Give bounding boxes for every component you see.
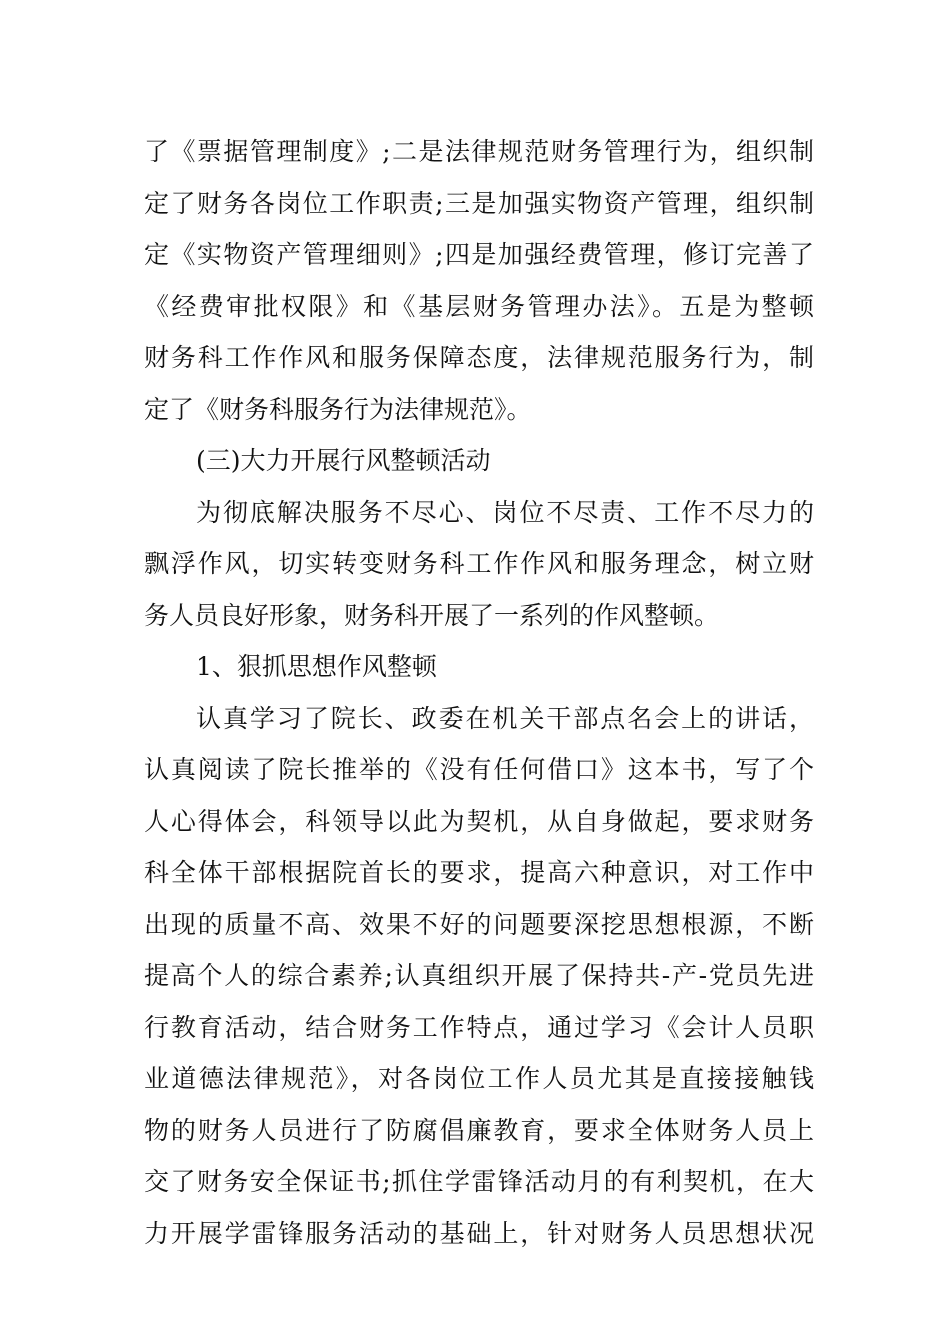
text-line: 行教育活动，结合财务工作特点，通过学习《会计人员职 [144,1012,814,1042]
subsection-heading: 1、狠抓思想作风整顿 [196,652,437,681]
text-line: 认真学习了院长、政委在机关干部点名会上的讲话， [196,703,814,733]
text-line: 人心得体会，科领导以此为契机，从自身做起，要求财务 [144,806,814,836]
text-line: 提高个人的综合素养;认真组织开展了保持共-产-党员先进 [144,961,814,990]
text-line: 务人员良好形象，财务科开展了一系列的作风整顿。 [144,600,720,630]
text-line: 定了财务各岗位工作职责;三是加强实物资产管理，组织制 [144,188,814,218]
document-body [144,126,814,1259]
text-line: 认真阅读了院长推举的《没有任何借口》这本书，写了个 [144,755,814,784]
text-line: 定《实物资产管理细则》;四是加强经费管理，修订完善了 [144,240,814,269]
text-line: 为彻底解决服务不尽心、岗位不尽责、工作不尽力的 [196,497,814,527]
section-heading: (三)大力开展行风整顿活动 [196,446,491,475]
text-line: 力开展学雷锋服务活动的基础上，针对财务人员思想状况 [144,1218,814,1248]
text-line: 交了财务安全保证书;抓住学雷锋活动月的有利契机，在大 [144,1167,814,1196]
text-line: 财务科工作作风和服务保障态度，法律规范服务行为，制 [144,343,814,372]
text-line: 了《票据管理制度》;二是法律规范财务管理行为，组织制 [144,137,814,166]
text-line: 定了《财务科服务行为法律规范》。 [144,394,532,424]
text-line: 物的财务人员进行了防腐倡廉教育，要求全体财务人员上 [144,1115,814,1145]
text-line: 科全体干部根据院首长的要求，提高六种意识，对工作中 [144,858,814,887]
text-line: 业道德法律规范》，对各岗位工作人员尤其是直接接触钱 [144,1064,814,1093]
text-line: 飘浮作风，切实转变财务科工作作风和服务理念，树立财 [144,549,814,578]
text-line: 《经费审批权限》和《基层财务管理办法》。五是为整顿 [144,291,814,321]
text-line: 出现的质量不高、效果不好的问题要深挖思想根源，不断 [144,909,814,939]
